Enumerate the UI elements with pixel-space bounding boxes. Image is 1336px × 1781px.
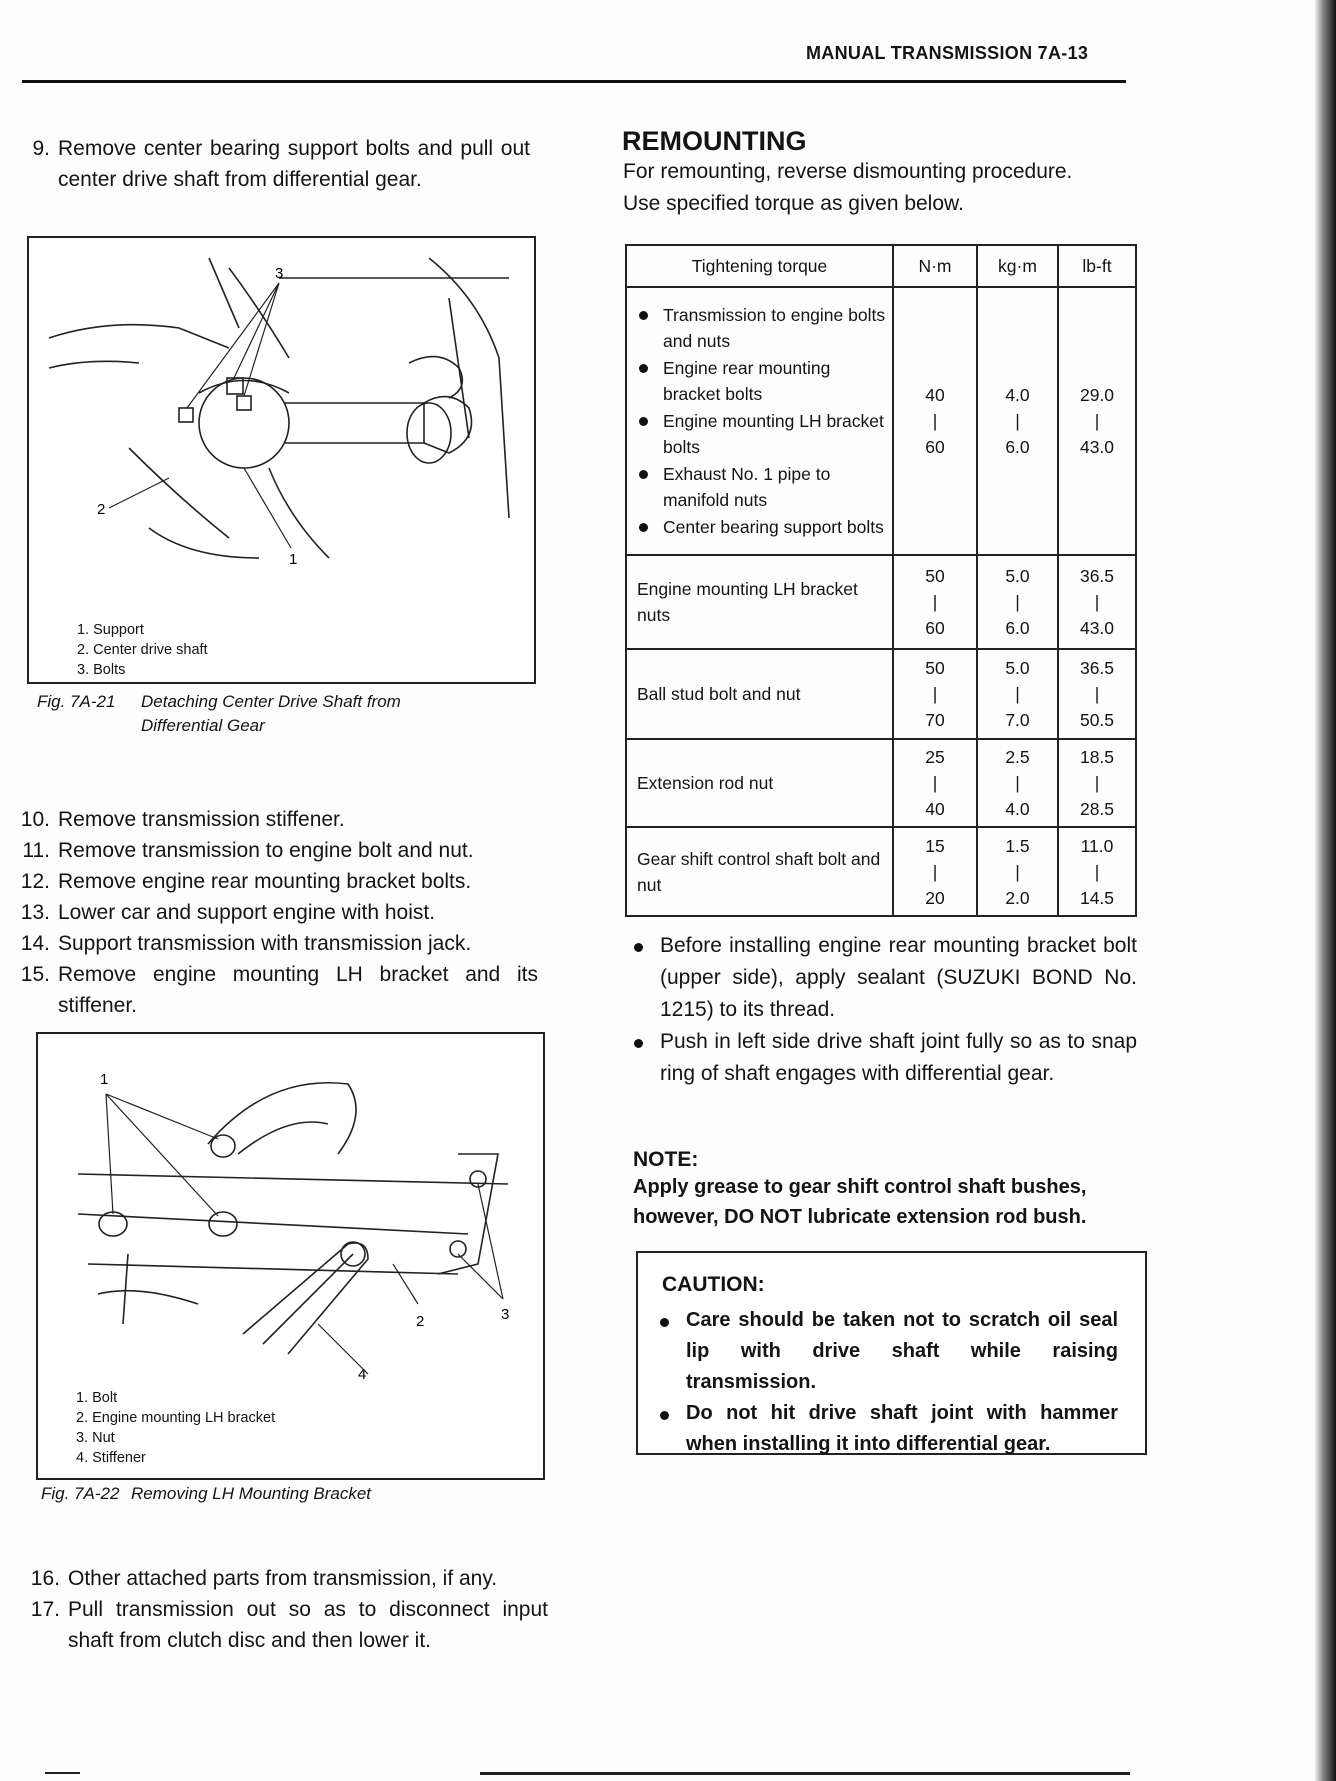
column-header: lb-ft bbox=[1058, 245, 1136, 287]
caution-title: CAUTION: bbox=[662, 1273, 765, 1296]
table-row: Extension rod nut 25 | 40 2.5 | 4.0 18.5 | 28.5 bbox=[626, 739, 1136, 827]
column-header: N·m bbox=[893, 245, 977, 287]
table-row: Engine mounting LH bracket nuts 50 | 60 5.0 | 6.0 36.5 | 43.0 bbox=[626, 555, 1136, 649]
step-10: 10. Remove transmission stiffener. bbox=[20, 808, 345, 831]
step-16: 16. Other attached parts from transmission, if any. bbox=[30, 1567, 498, 1590]
step-14: 14. Support transmission with transmission jack. bbox=[20, 932, 472, 955]
running-header: MANUAL TRANSMISSION 7A-13 bbox=[806, 43, 1089, 63]
figure-title: Detaching Center Drive Shaft from Differential Gear bbox=[141, 692, 401, 735]
caution-box bbox=[636, 1251, 1147, 1455]
figure-number: Fig. 7A-21 bbox=[37, 692, 116, 711]
note-title: NOTE: bbox=[633, 1148, 699, 1171]
header-rule bbox=[22, 80, 1126, 83]
legend-item: 2. Engine mounting LH bracket bbox=[76, 1410, 276, 1426]
legend-item: 3. Bolts bbox=[77, 662, 126, 678]
legend-item: 4. Stiffener bbox=[76, 1450, 146, 1466]
list-item: Care should be taken not to scratch oil seal lip with drive shaft while raising transmission. bbox=[658, 1305, 1118, 1398]
table-header-row bbox=[626, 245, 1136, 287]
page-mark bbox=[45, 1772, 80, 1774]
remounting-bullets bbox=[632, 930, 1137, 1090]
steps-16-17 bbox=[30, 1563, 550, 1656]
column-header: Tightening torque bbox=[626, 245, 893, 287]
legend-item: 1. Support bbox=[77, 622, 144, 638]
legend-item: 2. Center drive shaft bbox=[77, 642, 208, 658]
callout-3: 3 bbox=[501, 1306, 510, 1323]
figure-legend bbox=[76, 1388, 275, 1468]
list-item: Transmission to engine bolts and nuts bbox=[635, 302, 892, 355]
callout-4: 4 bbox=[358, 1366, 367, 1383]
table-row: Transmission to engine bolts and nuts Engine rear mounting bracket bolts Engine mounting LH bracket bolts Exhaust No. 1 pipe to manifold nuts Center bearing support bolts 40 | 60 4.0 | 6.0 29.0 | 43.0 bbox=[626, 287, 1136, 555]
figure-number: Fig. 7A-22 bbox=[41, 1484, 120, 1503]
callout-2: 2 bbox=[416, 1313, 425, 1330]
figure-legend bbox=[77, 620, 208, 680]
list-item: Engine mounting LH bracket bolts bbox=[635, 408, 892, 461]
column-header: kg·m bbox=[977, 245, 1058, 287]
torque-table bbox=[625, 244, 1137, 917]
list-item: Center bearing support bolts bbox=[635, 514, 892, 541]
callout-2: 2 bbox=[97, 501, 106, 518]
list-item: Engine rear mounting bracket bolts bbox=[635, 355, 892, 408]
list-item: Do not hit drive shaft joint with hammer when installing it into differential gear. bbox=[658, 1398, 1118, 1460]
step-text: Remove center bearing support bolts and pull out center drive shaft from differential gear. bbox=[58, 137, 530, 191]
caution-list bbox=[658, 1305, 1118, 1460]
step-9 bbox=[20, 133, 532, 195]
section-title: REMOUNTING bbox=[622, 126, 807, 156]
step-13: 13. Lower car and support engine with hoist. bbox=[20, 901, 436, 924]
list-item: Before installing engine rear mounting bracket bolt (upper side), apply sealant (SUZUKI BOND No. 1215) to its thread. bbox=[632, 930, 1137, 1026]
figure-7a-21 bbox=[27, 236, 536, 684]
step-17: 17. Pull transmission out so as to disconnect input shaft from clutch disc and then lower it. bbox=[30, 1598, 548, 1652]
intro-text: For remounting, reverse dismounting procedure. Use specified torque as given below. bbox=[623, 160, 1073, 215]
step-11: 11. Remove transmission to engine bolt and nut. bbox=[22, 839, 474, 862]
figure-caption-7a-21 bbox=[37, 690, 537, 738]
callout-3: 3 bbox=[275, 265, 284, 282]
step-number: 9. bbox=[32, 137, 50, 160]
figure-title: Removing LH Mounting Bracket bbox=[131, 1484, 372, 1503]
table-row: Gear shift control shaft bolt and nut 15 | 20 1.5 | 2.0 11.0 | 14.5 bbox=[626, 827, 1136, 916]
callout-1: 1 bbox=[289, 551, 298, 568]
steps-10-15 bbox=[20, 804, 540, 1021]
list-item: Exhaust No. 1 pipe to manifold nuts bbox=[635, 461, 892, 514]
center-drive-shaft-illustration bbox=[29, 238, 534, 568]
figure-caption-7a-22 bbox=[41, 1482, 541, 1506]
list-item: Push in left side drive shaft joint fully so as to snap ring of shaft engages with differential gear. bbox=[632, 1026, 1137, 1090]
table-row: Ball stud bolt and nut 50 | 70 5.0 | 7.0 36.5 | 50.5 bbox=[626, 649, 1136, 739]
callout-1: 1 bbox=[100, 1071, 109, 1088]
lh-mounting-bracket-illustration bbox=[38, 1034, 543, 1394]
page-bottom-edge bbox=[480, 1772, 1130, 1775]
scan-edge bbox=[1314, 0, 1336, 1781]
step-12: 12. Remove engine rear mounting bracket bolts. bbox=[20, 870, 472, 893]
legend-item: 1. Bolt bbox=[76, 1390, 118, 1406]
step-15: 15. Remove engine mounting LH bracket and its stiffener. bbox=[20, 963, 538, 1017]
note-text: Apply grease to gear shift control shaft bushes, however, DO NOT lubricate extension rod bush. bbox=[633, 1176, 1087, 1228]
legend-item: 3. Nut bbox=[76, 1430, 115, 1446]
figure-7a-22 bbox=[36, 1032, 545, 1480]
